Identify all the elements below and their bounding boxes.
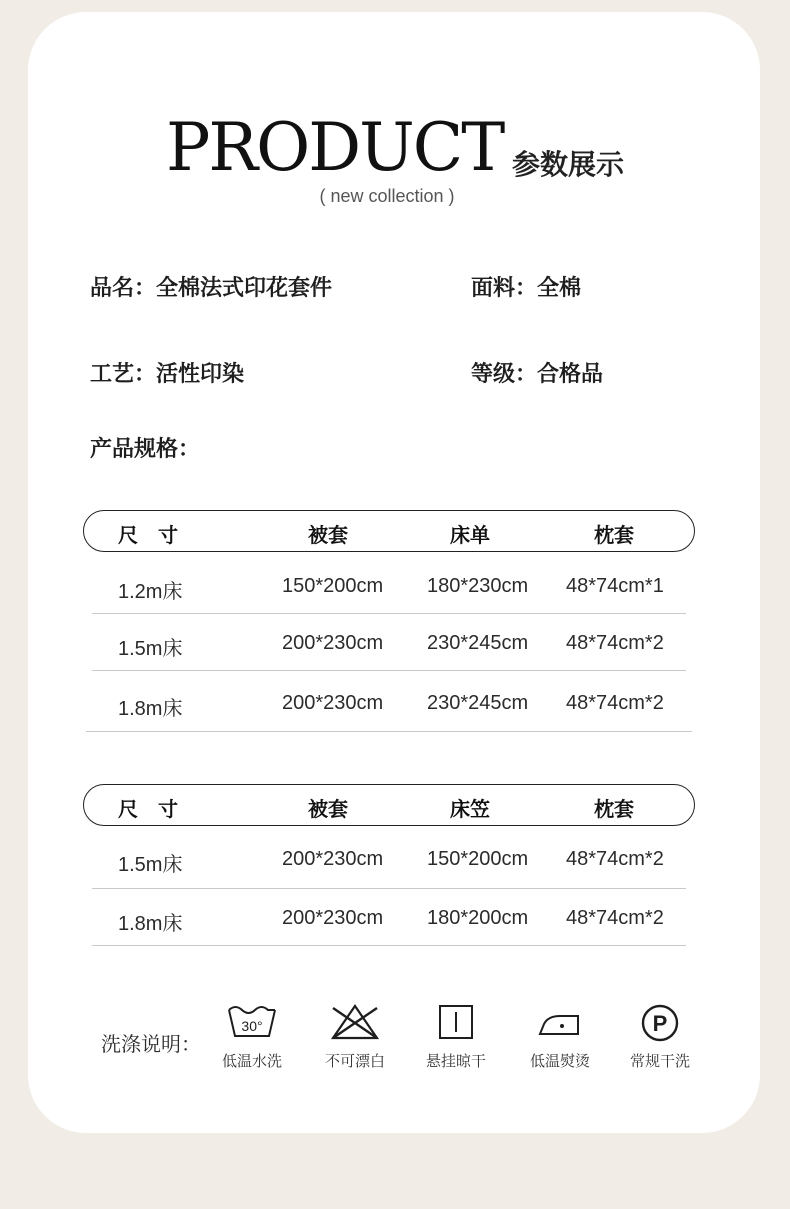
grade-field: 等级：合格品 (471, 361, 604, 387)
size-table-sheet (83, 510, 695, 732)
low-iron-icon (536, 1002, 584, 1042)
cell-fitted-sheet: 150*200cm (427, 848, 529, 870)
cell-sheet: 230*245cm (427, 692, 529, 714)
cell-pillowcase: 48*74cm*2 (566, 632, 664, 654)
cell-sheet: 180*230cm (427, 575, 529, 597)
header-pillowcase: 枕套 (594, 797, 634, 821)
size-table-fitted (83, 784, 695, 946)
care-item-wash (207, 1002, 297, 1071)
cell-pillowcase: 48*74cm*2 (566, 692, 664, 714)
care-label-iron: 低温熨烫 (529, 1052, 590, 1070)
cell-duvet: 200*230cm (282, 848, 384, 870)
cell-duvet: 200*230cm (282, 692, 384, 714)
dry-clean-letter: P (652, 1011, 668, 1036)
header-pillowcase: 枕套 (594, 523, 634, 547)
care-label: 洗涤说明： (101, 1032, 201, 1056)
header-sheet: 床单 (450, 523, 490, 547)
spec-heading: 产品规格： (90, 436, 201, 462)
hang-dry-icon (436, 1002, 476, 1042)
dry-clean-p-icon (639, 1002, 681, 1042)
table-header (83, 510, 695, 552)
cell-duvet: 150*200cm (282, 575, 384, 597)
cell-sheet: 230*245cm (427, 632, 529, 654)
care-item-bleach (310, 1002, 400, 1071)
cell-pillowcase: 48*74cm*2 (566, 848, 664, 870)
header-duvet: 被套 (308, 797, 348, 821)
header-duvet: 被套 (308, 523, 348, 547)
cell-size: 1.5m床 (118, 854, 183, 876)
collection-subtitle: ( new collection ) (319, 186, 455, 206)
care-label-dryclean: 常规干洗 (629, 1052, 690, 1070)
cell-fitted-sheet: 180*200cm (427, 907, 529, 929)
craft-field: 工艺：活性印染 (90, 361, 245, 387)
params-heading: 参数展示 (512, 148, 625, 181)
cell-size: 1.8m床 (118, 913, 183, 935)
cell-duvet: 200*230cm (282, 907, 384, 929)
header-fitted-sheet: 床笠 (450, 797, 490, 821)
table-row (92, 552, 686, 614)
care-item-dry (411, 1002, 501, 1071)
product-name-field: 品名：全棉法式印花套件 (90, 275, 333, 301)
table-row (92, 614, 686, 671)
care-item-iron (515, 1002, 605, 1071)
no-bleach-icon (327, 1002, 383, 1042)
care-label-dry: 悬挂晾干 (425, 1052, 486, 1070)
care-label-wash: 低温水洗 (221, 1052, 282, 1070)
cell-size: 1.2m床 (118, 581, 183, 603)
header-size: 尺 寸 (118, 523, 178, 547)
table-header (83, 784, 695, 826)
wash-30-icon (226, 1002, 278, 1042)
cell-size: 1.8m床 (118, 698, 183, 720)
product-title: PRODUCT (166, 109, 504, 186)
table-row (92, 889, 686, 946)
cell-duvet: 200*230cm (282, 632, 384, 654)
cell-pillowcase: 48*74cm*1 (566, 575, 664, 597)
cell-pillowcase: 48*74cm*2 (566, 907, 664, 929)
cell-size: 1.5m床 (118, 638, 183, 660)
care-label-bleach: 不可漂白 (324, 1052, 385, 1070)
header-size: 尺 寸 (118, 797, 178, 821)
fabric-field: 面料：全棉 (471, 275, 582, 301)
wash-temp-text: 30° (241, 1018, 263, 1034)
table-row (92, 826, 686, 889)
table-row (86, 671, 692, 732)
care-item-dryclean (615, 1002, 705, 1071)
